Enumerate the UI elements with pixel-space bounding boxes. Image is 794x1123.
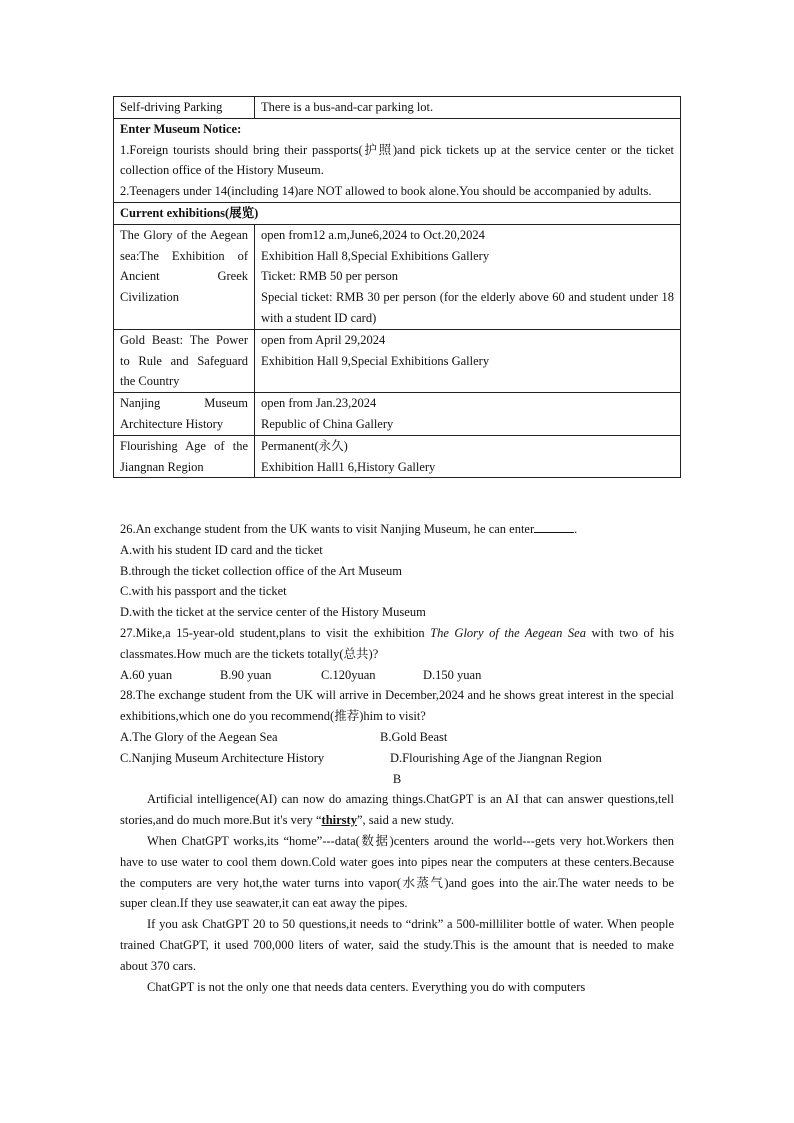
exhibition-title: The Glory of the Aegean Sea (430, 625, 586, 640)
exhibition-details (255, 224, 681, 329)
exhibition-line: Exhibition Hall1 6,History Gallery (261, 459, 436, 474)
exhibition-name: Nanjing Museum Architecture History (114, 393, 255, 436)
passage-text: ”, said a new study. (356, 813, 455, 828)
exhibition-details (255, 435, 681, 478)
table-row (114, 435, 681, 478)
parking-value: There is a bus-and-car parking lot. (255, 97, 681, 119)
question-stem: 26.An exchange student from the UK wants to visit Nanjing Museum, he can enter (120, 522, 535, 536)
exhibition-name: The Glory of the Aegean sea:The Exhibition of Ancient Greek Civilization (114, 224, 255, 329)
exhibition-line: Exhibition Hall 9,Special Exhibitions Gallery (261, 353, 490, 368)
question-27 (120, 623, 674, 665)
passage-text: Artificial intelligence(AI) can now do amazing things.ChatGPT is an AI that can answer questions,tell stories,and do much more.But it's very “ (120, 792, 674, 828)
exhibition-details (255, 329, 681, 392)
passage-paragraph: ChatGPT is not the only one that needs data centers. Everything you do with computers (147, 979, 586, 994)
question-stem: with two of his classmates.How much are the tickets totally(总共)? (120, 625, 674, 661)
exhibition-line: Exhibition Hall 8,Special Exhibitions Gallery (261, 248, 490, 263)
table-row (114, 97, 681, 119)
passage-paragraph: If you ask ChatGPT 20 to 50 questions,it needs to “drink” a 500-milliliter bottle of water. When people trained ChatGPT, it used 700,000 liters of water, said the study.This is the amount that is needed to make about 370 cars. (120, 917, 674, 973)
exhibition-line: open from12 a.m,June6,2024 to Oct.20,2024 (261, 227, 485, 242)
table-row (114, 393, 681, 436)
exhibition-details (255, 393, 681, 436)
option: B.through the ticket collection office of the Art Museum (120, 563, 402, 578)
option: D.Flourishing Age of the Jiangnan Region (390, 750, 602, 765)
exhibition-line: Ticket: RMB 50 per person (261, 269, 399, 284)
answer-blank (534, 518, 574, 533)
question-stem: 27.Mike,a 15-year-old student,plans to visit the exhibition (120, 625, 431, 640)
options-row (120, 665, 674, 686)
table-row (114, 118, 681, 202)
question-28: 28.The exchange student from the UK will arrive in December,2024 and he shows great interest in the special exhibitions,which one do you recommend(推荐)him to visit? (120, 688, 674, 724)
option: A.60 yuan (120, 667, 173, 682)
option: D.150 yuan (423, 667, 482, 682)
option: C.120yuan (321, 667, 376, 682)
exhibition-line: open from April 29,2024 (261, 332, 386, 347)
exhibition-line: open from Jan.23,2024 (261, 396, 377, 411)
options-row (120, 748, 674, 769)
passage-paragraph: When ChatGPT works,its “home”---data(数据)centers around the world---gets very hot.Workers then have to use water to cool them down.Cold water goes into pipes near the computers at these centers.Because the computers are very hot,the water turns into vapor(水蒸气)and goes into the air.The water needs to be super clean.If they use seawater,it can eat away the pipes. (120, 833, 674, 911)
section-label: B (392, 771, 402, 786)
question-stem-end: . (574, 522, 578, 536)
passage-paragraph (120, 789, 674, 831)
museum-info-table (113, 96, 681, 478)
exhibition-line: Special ticket: RMB 30 per person (for the elderly above 60 and student under 18 with a student ID card) (261, 290, 674, 325)
notice-cell (114, 118, 681, 202)
option: A.with his student ID card and the ticket (120, 542, 323, 557)
table-row (114, 202, 681, 224)
exhibition-name: Gold Beast: The Power to Rule and Safeguard the Country (114, 329, 255, 392)
questions-and-passage (120, 518, 674, 997)
option: C.with his passport and the ticket (120, 584, 287, 599)
notice-heading: Enter Museum Notice: (120, 121, 242, 136)
option: B.Gold Beast (380, 729, 448, 744)
option: D.with the ticket at the service center of the History Museum (120, 605, 426, 620)
exhibition-line: Permanent(永久) (261, 438, 348, 453)
option: A.The Glory of the Aegean Sea (120, 729, 278, 744)
notice-item: 1.Foreign tourists should bring their passports(护照)and pick tickets up at the service center or the ticket collection office of the History Museum. (120, 142, 674, 178)
option: C.Nanjing Museum Architecture History (120, 750, 325, 765)
option: B.90 yuan (220, 667, 272, 682)
notice-item: 2.Teenagers under 14(including 14)are NOT allowed to book alone.You should be accompanied by adults. (120, 184, 652, 199)
exhibition-line: Republic of China Gallery (261, 416, 394, 431)
question-26 (120, 518, 674, 540)
exhibitions-heading: Current exhibitions(展览) (114, 202, 681, 224)
table-row (114, 329, 681, 392)
exhibition-name: Flourishing Age of the Jiangnan Region (114, 435, 255, 478)
table-row (114, 224, 681, 329)
parking-label: Self-driving Parking (114, 97, 255, 119)
options-row (120, 727, 674, 748)
key-word: thirsty (321, 813, 357, 828)
